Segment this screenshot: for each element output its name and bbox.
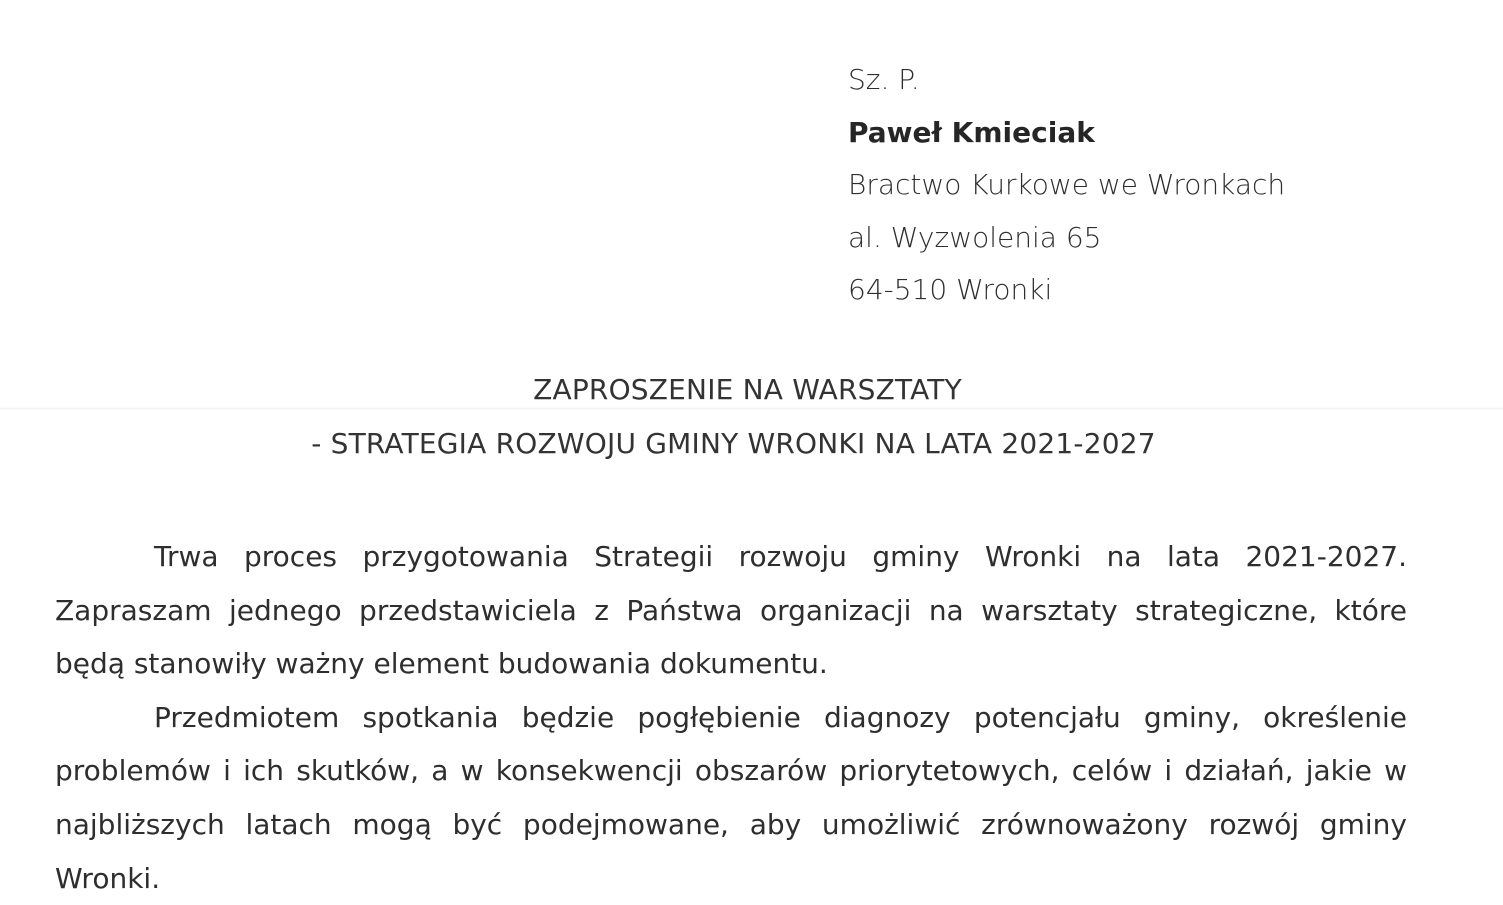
recipient-street: al. Wyzwolenia 65 [848,220,1102,254]
recipient-organization: Bractwo Kurkowe we Wronkach [848,168,1286,201]
letter-title-line-2: - STRATEGIA ROZWOJU GMINY WRONKI NA LATA 2021-2027 [311,427,1156,460]
scan-fold-line [0,407,1503,410]
recipient-name: Paweł Kmieciak [848,115,1095,149]
body-paragraph-2: Przedmiotem spotkania będzie pogłębienie diagnozy potencjału gminy, określenie problemów i ich skutków, a w konsekwencji obszarów priorytetowych, celów i działań, jakie w najbliższych latach mogą być podejmowane, aby umożliwić zrównoważony rozwój gminy Wronki. [55,700,1407,895]
body-paragraph-1: Trwa proces przygotowania Strategii rozwoju gminy Wronki na lata 2021-2027. Zapraszam jednego przedstawiciela z Państwa organizacji na warsztaty strategiczne, które będą stanowiły ważny element budowania dokumentu. [55,540,1407,681]
recipient-salutation: Sz. P. [848,63,920,96]
recipient-address-block [848,54,1468,317]
letter-title-line-1: ZAPROSZENIE NA WARSZTATY [533,373,962,406]
recipient-city: 64-510 Wronki [848,273,1053,306]
letter-body [55,530,1407,905]
